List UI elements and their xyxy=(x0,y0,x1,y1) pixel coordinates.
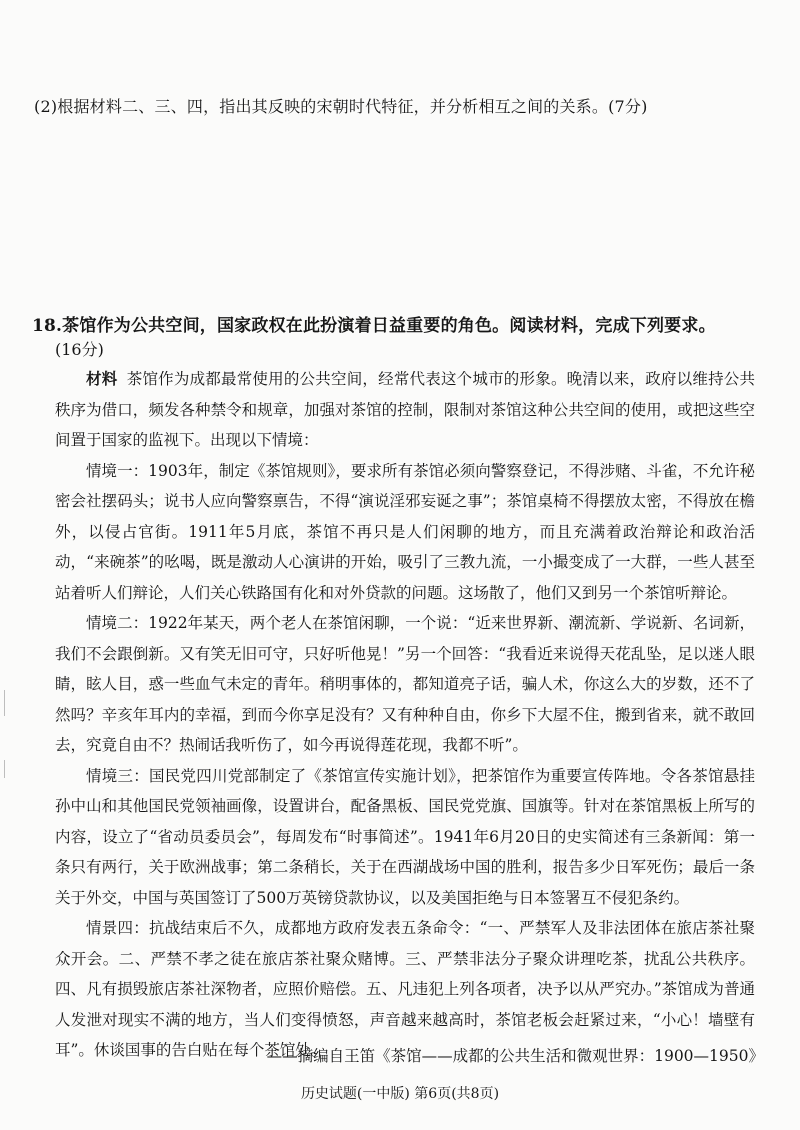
question-18-title: 18.茶馆作为公共空间，国家政权在此扮演着日益重要的角色。阅读材料，完成下列要求。 xyxy=(32,316,716,336)
page-footer: 历史试题(一中版) 第6页(共8页) xyxy=(300,1086,500,1102)
scenario-1: 情境一：1903年，制定《茶馆规则》，要求所有茶馆必须向警察登记，不得涉赌、斗雀，不允许秘密会社摆码头；说书人应向警察禀告，不得“演说淫邪妄诞之事”；茶馆桌椅不得摆放太密，不得放在檐外，以侵占官街。1911年5月底，茶馆不再只是人们闲聊的地方，而且充满着政治辩论和政治活动，“来碗茶”的吆喝，既是激动人心演讲的开始，吸引了三教九流，一小撮变成了一大群，一些人甚至站着听人们辩论，人们关心铁路国有化和对外贷款的问题。这场散了，他们又到另一个茶馆听辩论。 xyxy=(55,461,755,602)
source-citation: ——摘编自王笛《茶馆——成都的公共生活和微观世界：1900—1950》 xyxy=(266,1047,764,1065)
material-intro-text: 茶馆作为成都最常使用的公共空间，经常代表这个城市的形象。晚清以来，政府以维持公共秩序为借口，频发各种禁令和规章，加强对茶馆的控制，限制对茶馆这种公共空间的使用，或把这些空间置于国家的监视下。出现以下情境： xyxy=(55,370,755,449)
question-2-prompt: (2)根据材料二、三、四，指出其反映的宋朝时代特征，并分析相互之间的关系。(7分) xyxy=(34,97,648,116)
material-label: 材料 xyxy=(86,369,118,388)
scenario-2: 情境二：1922年某天，两个老人在茶馆闲聊，一个说：“近来世界新、潮流新、学说新、名词新，我们不会跟倒新。又有笑无旧可守，只好听他晃！”另一个回答：“我看近来说得天花乱坠，足以迷人眼睛，眩人目，惑一些血气未定的青年。稍明事体的，都知道亮子话，骗人术，你这么大的岁数，还不了然吗？辛亥年耳内的幸福，到而今你享足没有？又有种种自由，你乡下大屋不住，搬到省来，就不敢回去，究竟自由不？热闹话我听伤了，如今再说得莲花现，我都不听”。 xyxy=(55,614,755,754)
margin-mark xyxy=(4,760,5,778)
scenario-3: 情境三：国民党四川党部制定了《茶馆宣传实施计划》，把茶馆作为重要宣传阵地。令各茶馆悬挂孙中山和其他国民党领袖画像，设置讲台，配备黑板、国民党党旗、国旗等。针对在茶馆黑板上所写的内容，设立了“省动员委员会”，每周发布“时事简述”。1941年6月20日的史实简述有三条新闻：第一条只有两行，关于欧洲战事；第二条稍长，关于在西湖战场中国的胜利，报告多少日军死伤；最后一条关于外交，中国与英国签订了500万英镑贷款协议，以及美国拒绝与日本签署互不侵犯条约。 xyxy=(55,766,755,907)
scenario-4: 情景四：抗战结束后不久，成都地方政府发表五条命令：“一、严禁军人及非法团体在旅店茶社聚众开会。二、严禁不孝之徒在旅店茶社聚众赌博。三、严禁非法分子聚众讲理吃茶，扰乱公共秩序。四、凡有损毁旅店茶社深物者，应照价赔偿。五、凡违犯上列各项者，决予以从严究办。”茶馆成为普通人发泄对现实不满的地方，当人们变得愤怒，声音越来越高时，茶馆老板会赶紧过来，“小心！墙壁有耳”。休谈国事的告白贴在每个茶馆处。 xyxy=(55,919,755,1059)
question-18-score: (16分) xyxy=(55,340,104,359)
material-intro xyxy=(55,364,755,456)
material-block xyxy=(55,364,755,1066)
margin-mark xyxy=(4,690,5,716)
